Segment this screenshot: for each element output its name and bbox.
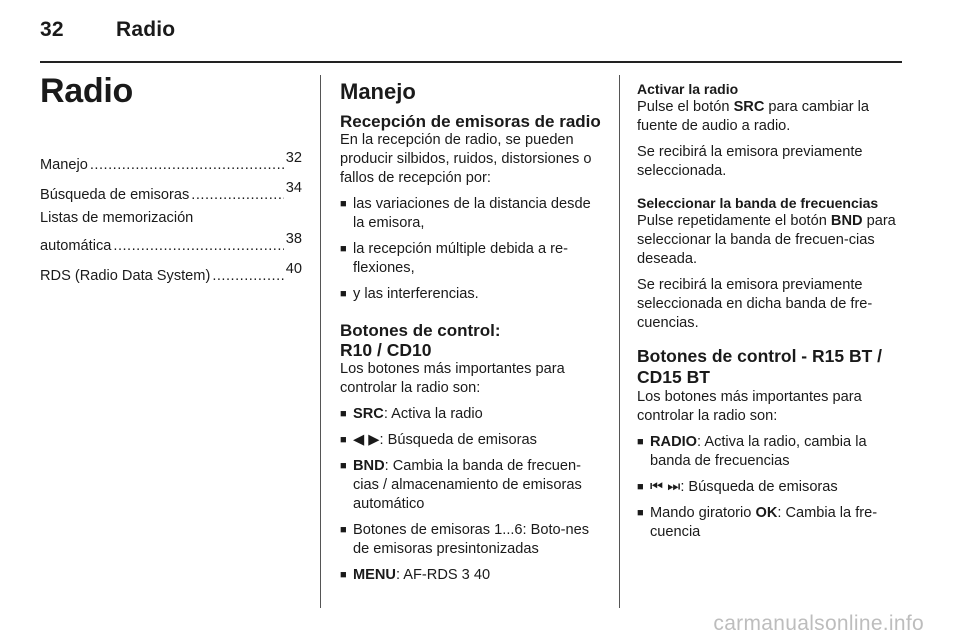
paragraph: Pulse el botón SRC para cambiar la fuente de audio a radio. <box>637 99 870 134</box>
list-item: ■ Botones de emisoras 1...6: Boto-nes de emisoras presintonizadas <box>340 521 605 559</box>
column-2 <box>637 80 905 549</box>
heading-recepcion: Recepción de emisoras de radio <box>340 112 601 131</box>
toc-leader <box>90 155 284 176</box>
toc-label: Búsqueda de emisoras <box>40 187 190 203</box>
list-item <box>340 431 605 450</box>
toc-label: Listas de memorización <box>40 210 194 226</box>
list-text: : Búsqueda de emisoras <box>680 479 838 495</box>
bullet-list <box>340 195 605 304</box>
column-divider-2 <box>619 75 620 608</box>
heading-activar: Activar la radio <box>637 81 739 97</box>
list-text: : AF-RDS <box>395 567 462 583</box>
heading-banda: Seleccionar la banda de frecuencias <box>637 195 879 211</box>
key-bnd: BND <box>353 458 385 474</box>
toc-entry[interactable] <box>40 148 302 176</box>
list-text: : Activa la radio, cambia la banda de frecuencias <box>650 434 867 469</box>
paragraph: Los botones más importantes para controlar la radio son: <box>340 361 565 396</box>
toc-page: 34 <box>285 180 302 196</box>
heading-model: R10 / CD10 <box>340 340 432 360</box>
control-list <box>637 433 905 542</box>
toc-label: Manejo <box>40 157 88 173</box>
chapter-title: Radio <box>40 72 133 110</box>
heading-botones: Botones de control: <box>340 321 501 340</box>
toc-page: 32 <box>285 150 302 166</box>
toc-leader <box>212 266 283 287</box>
list-text: : Cambia la banda de frecuen-cias / almacenamiento de emisoras automático <box>353 458 582 512</box>
list-text: : Cambia la fre-cuencia <box>650 505 878 540</box>
paragraph: Los botones más importantes para controlar la radio son: <box>637 389 862 424</box>
key-bnd: BND <box>830 213 863 229</box>
paragraph: Se recibirá la emisora previamente seleccionada en dicha banda de fre-cuencias. <box>637 277 873 331</box>
watermark: carmanualsonline.info <box>713 612 924 635</box>
key-ok: OK <box>755 505 778 521</box>
list-item: ■ Mando giratorio OK: Cambia la fre-cuencia <box>637 504 905 542</box>
list-item <box>340 405 605 424</box>
heading-manejo: Manejo <box>340 79 416 104</box>
list-item <box>637 433 905 471</box>
running-header: Radio <box>116 18 176 41</box>
column-divider-1 <box>320 75 321 608</box>
seek-skip-icon: ⏮ ⏭ <box>650 479 681 495</box>
toc-page: 40 <box>285 261 302 277</box>
toc-leader <box>113 236 283 257</box>
toc-label: automática <box>40 238 112 254</box>
toc-label: RDS (Radio Data System) <box>40 268 211 284</box>
list-text: : Activa la radio <box>383 406 483 422</box>
table-of-contents <box>40 148 302 289</box>
page-ref-icon: 3 <box>461 567 470 583</box>
toc-entry[interactable] <box>40 208 302 257</box>
toc-leader <box>191 185 283 206</box>
page-ref[interactable]: 40 <box>469 567 491 583</box>
column-1 <box>340 80 605 592</box>
seek-arrows-icon: ◀ ▶ <box>353 432 380 448</box>
page-number: 32 <box>40 18 64 41</box>
key-radio: RADIO <box>650 434 698 450</box>
paragraph: Pulse repetidamente el botón BND para seleccionar la banda de frecuen-cias deseada. <box>637 213 896 267</box>
key-src: SRC <box>353 406 384 422</box>
list-item: ■ las variaciones de la distancia desde la emisora, <box>340 195 605 233</box>
list-text: : Búsqueda de emisoras <box>379 432 537 448</box>
heading-botones-r15: Botones de control - R15 BT / CD15 BT <box>637 346 883 387</box>
list-item <box>340 457 605 514</box>
list-item <box>637 478 905 497</box>
paragraph: En la recepción de radio, se pueden producir silbidos, ruidos, distorsiones o fallos de recepción por: <box>340 132 592 186</box>
list-item <box>340 566 605 585</box>
header-rule <box>40 61 902 63</box>
toc-page: 38 <box>285 231 302 247</box>
toc-entry[interactable] <box>40 259 302 287</box>
key-src: SRC <box>733 99 765 115</box>
control-list <box>340 405 605 585</box>
toc-entry[interactable] <box>40 178 302 206</box>
paragraph: Se recibirá la emisora previamente seleccionada. <box>637 144 863 179</box>
list-item: ■ la recepción múltiple debida a re-flexiones, <box>340 240 605 278</box>
key-menu: MENU <box>353 567 396 583</box>
list-item: ■ y las interferencias. <box>340 285 605 304</box>
